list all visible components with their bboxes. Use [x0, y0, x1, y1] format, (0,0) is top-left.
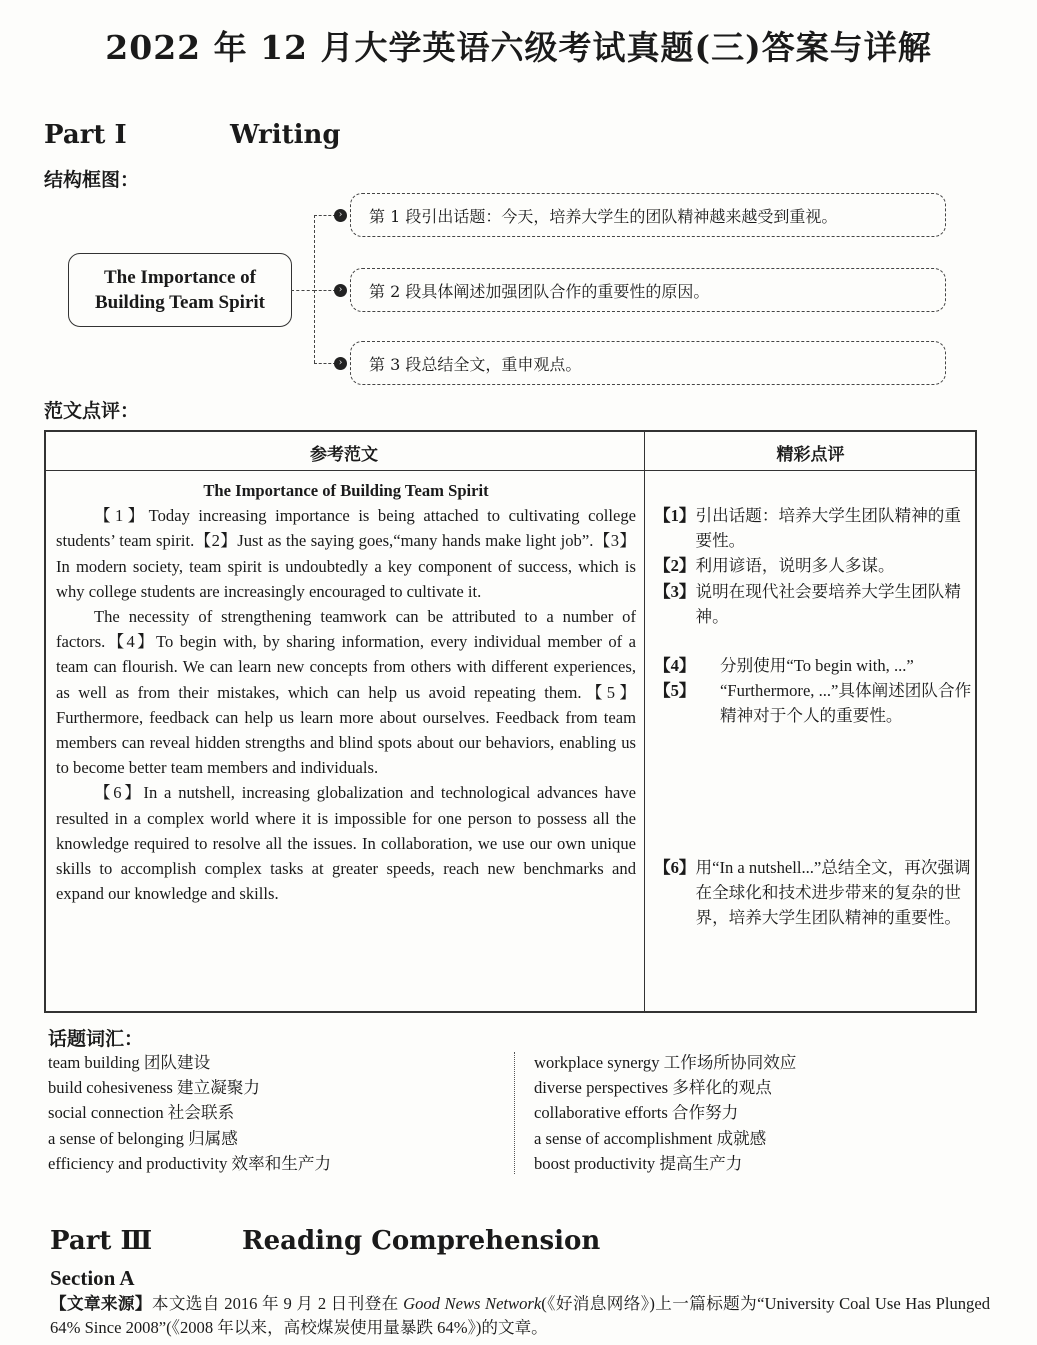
connector-trunk	[314, 215, 315, 363]
vocab-item: boost productivity 提高生产力	[534, 1153, 743, 1173]
part-1-name: Writing	[230, 120, 341, 150]
essay-paragraph-2: The necessity of strengthening teamwork can be attributed to a number of factors.【4】To begin with, by sharing information, every individual member of a team can flourish. We can learn new concepts from others with different experiences, as well as from their mistakes, which can help us avoid repeating them.【5】Furthermore, feedback can help us learn more about ourselves. Feedback from team members can reveal hidden strengths and blind spots about our behaviors, enabling us to become better team members and individuals.	[56, 607, 636, 778]
paragraph-box-3	[350, 341, 946, 385]
vocab-item: diverse perspectives 多样化的观点	[534, 1078, 772, 1098]
table-header-essay: 参考范文	[310, 445, 378, 465]
paragraph-2-text: 第 2 段具体阐述加强团队合作的重要性的原因。	[369, 281, 710, 301]
vocab-item: team building 团队建设	[48, 1053, 211, 1072]
arrow-icon: ›	[334, 284, 347, 297]
source-text-pre: 本文选自 2016 年 9 月 2 日刊登在	[151, 1294, 404, 1313]
comment-1: 【1】 引出话题：培养大学生团队精神的重要性。	[654, 506, 961, 551]
connector-main	[291, 290, 315, 291]
paragraph-box-2	[350, 268, 946, 312]
source-text-post: (《好消息网络》)上一篇标题为“University Coal Use Has Plunged 64% Since 2008”(《2008 年以来，高校煤炭使用量暴跌 64%》)的文章。	[50, 1294, 991, 1337]
comment-2: 【2】 利用谚语，说明多人多谋。	[654, 556, 895, 576]
arrow-icon: ›	[334, 209, 347, 222]
structure-label: 结构框图：	[44, 169, 140, 191]
topic-box	[68, 253, 292, 327]
arrow-icon: ›	[334, 357, 347, 370]
vocab-list-left	[48, 1050, 331, 1176]
vocab-item: build cohesiveness 建立凝聚力	[48, 1078, 261, 1098]
source-tag: 【文章来源】	[50, 1294, 152, 1313]
page-title: 2022 年 12 月大学英语六级考试真题(三)答案与详解	[105, 28, 932, 67]
topic-line-1: The Importance of	[104, 267, 256, 288]
table-header-divider	[44, 470, 977, 471]
topic-line-2: Building Team Spirit	[94, 292, 265, 313]
paragraph-1-text: 第 1 段引出话题：今天，培养大学生的团队精神越来越受到重视。	[369, 206, 838, 226]
vocab-item: social connection 社会联系	[48, 1103, 235, 1123]
comments-group-1	[654, 503, 972, 629]
essay-paragraph-3: 【6】In a nutshell, increasing globalization and technological advances have resulted in a complex world where it is impossible for one person to possess all the knowledge required to resolve all the issues. In collaboration, we use our own unique skills to accomplish complex tasks at greater speeds, reach new benchmarks and expand our knowledge and skills.	[56, 783, 636, 904]
vocab-divider	[514, 1052, 515, 1174]
essay-title: The Importance of Building Team Spirit	[203, 481, 489, 500]
model-essay	[56, 478, 636, 906]
comment-6: 【6】 用“In a nutshell...”总结全文，再次强调在全球化和技术进步带来的复杂的世界，培养大学生团队精神的重要性。	[654, 858, 971, 928]
table-header-comments: 精彩点评	[776, 445, 845, 465]
connector-3	[314, 363, 336, 364]
vocab-label: 话题词汇：	[48, 1028, 144, 1050]
section-label: Section A	[50, 1266, 135, 1290]
vocab-item: a sense of accomplishment 成就感	[534, 1128, 767, 1148]
comment-3: 【3】 说明在现代社会要培养大学生团队精神。	[654, 581, 961, 626]
article-source	[50, 1292, 990, 1340]
review-label: 范文点评：	[44, 400, 140, 422]
part-1-label: Part Ⅰ	[44, 120, 127, 150]
vocab-item: workplace synergy 工作场所协同效应	[534, 1053, 797, 1072]
connector-2	[314, 290, 336, 291]
essay-paragraph-1: 【1】Today increasing importance is being attached to cultivating college students’ team spirit.【2】Just as the saying goes,“many hands make light job”.【3】In modern society, team spirit is undoubtedly a key component of success, which is why college students are increasingly encouraged to cultivate it.	[56, 506, 636, 601]
vocab-list-right	[534, 1050, 796, 1176]
part-3-label: Part Ⅲ	[50, 1226, 153, 1256]
connector-1	[314, 215, 336, 216]
vocab-item: efficiency and productivity 效率和生产力	[48, 1153, 332, 1173]
paragraph-box-1	[350, 193, 946, 237]
table-column-divider	[644, 430, 645, 1013]
vocab-item: collaborative efforts 合作努力	[534, 1103, 739, 1123]
paragraph-3-text: 第 3 段总结全文，重申观点。	[369, 354, 582, 374]
comment-4-5: 【4】【5】 分别使用“To begin with, ...” “Furthermore, ...”具体阐述团队合作精神对于个人的重要性。	[654, 656, 972, 726]
vocab-item: a sense of belonging 归属感	[48, 1128, 238, 1148]
part-3-name: Reading Comprehension	[242, 1226, 601, 1256]
source-publication: Good News Network	[403, 1294, 542, 1313]
